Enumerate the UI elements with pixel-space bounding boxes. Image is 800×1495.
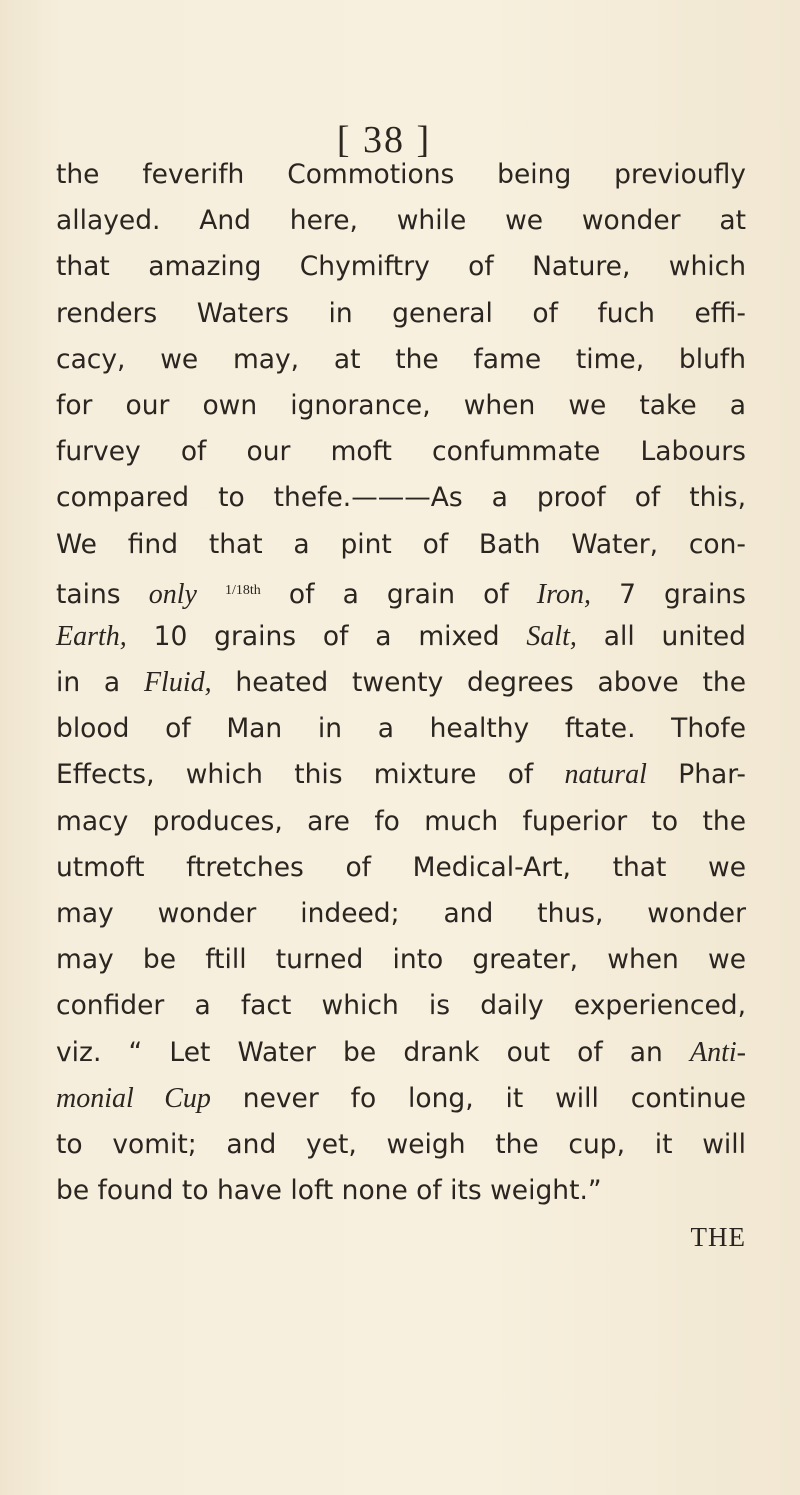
text-line-10: tains only $^{1/18th}$ of a grain of Iron, 7 grains (56, 578, 746, 610)
text-line-22: to vomit; and yet, weigh the cup, it will (56, 1128, 746, 1160)
text-line-19: confider a fact which is daily experienced, (56, 990, 746, 1022)
text-line-13: blood of Man in a healthy ftate. Thofe (56, 713, 746, 745)
fraction-superscript: 1/18th (225, 582, 261, 598)
text-line-21: monial Cup never fo long, it will continue (56, 1082, 746, 1114)
text-line-23: be found to have loft none of its weight.” (56, 1175, 602, 1207)
text-line-20: viz. “ Let Water be drank out of an Anti- (56, 1036, 746, 1068)
catchword: THE (690, 1222, 746, 1253)
text-line-1: the feverifh Commotions being previoufly (56, 159, 746, 190)
text-line-3: that amazing Chymiftry of Nature, which (56, 251, 746, 283)
text-line-9: We find that a pint of Bath Water, con- (56, 528, 746, 560)
text-line-2: allayed. And here, while we wonder at (56, 205, 746, 237)
text-line-5: cacy, we may, at the fame time, blufh (56, 343, 746, 375)
text-line-17: may wonder indeed; and thus, wonder (56, 898, 746, 929)
text-line-14: Effects, which this mixture of natural Phar- (56, 759, 746, 791)
text-line-16: utmoft ftretches of Medical-Art, that we (56, 851, 746, 883)
text-line-6: for our own ignorance, when we take a (56, 389, 746, 421)
body-text (56, 152, 746, 1261)
text-line-7: furvey of our moft confummate Labours (56, 436, 746, 468)
text-line-18: may be ftill turned into greater, when we (56, 944, 746, 976)
text-line-8: compared to thefe.———As a proof of this, (56, 482, 746, 514)
text-line-15: macy produces, are fo much fuperior to the (56, 805, 746, 837)
page-number: [ 38 ] (336, 119, 432, 161)
text-line-4: renders Waters in general of fuch effi- (56, 297, 746, 329)
text-line-12: in a Fluid, heated twenty degrees above the (56, 667, 746, 699)
text-line-11: Earth, 10 grains of a mixed Salt, all united (56, 620, 746, 652)
